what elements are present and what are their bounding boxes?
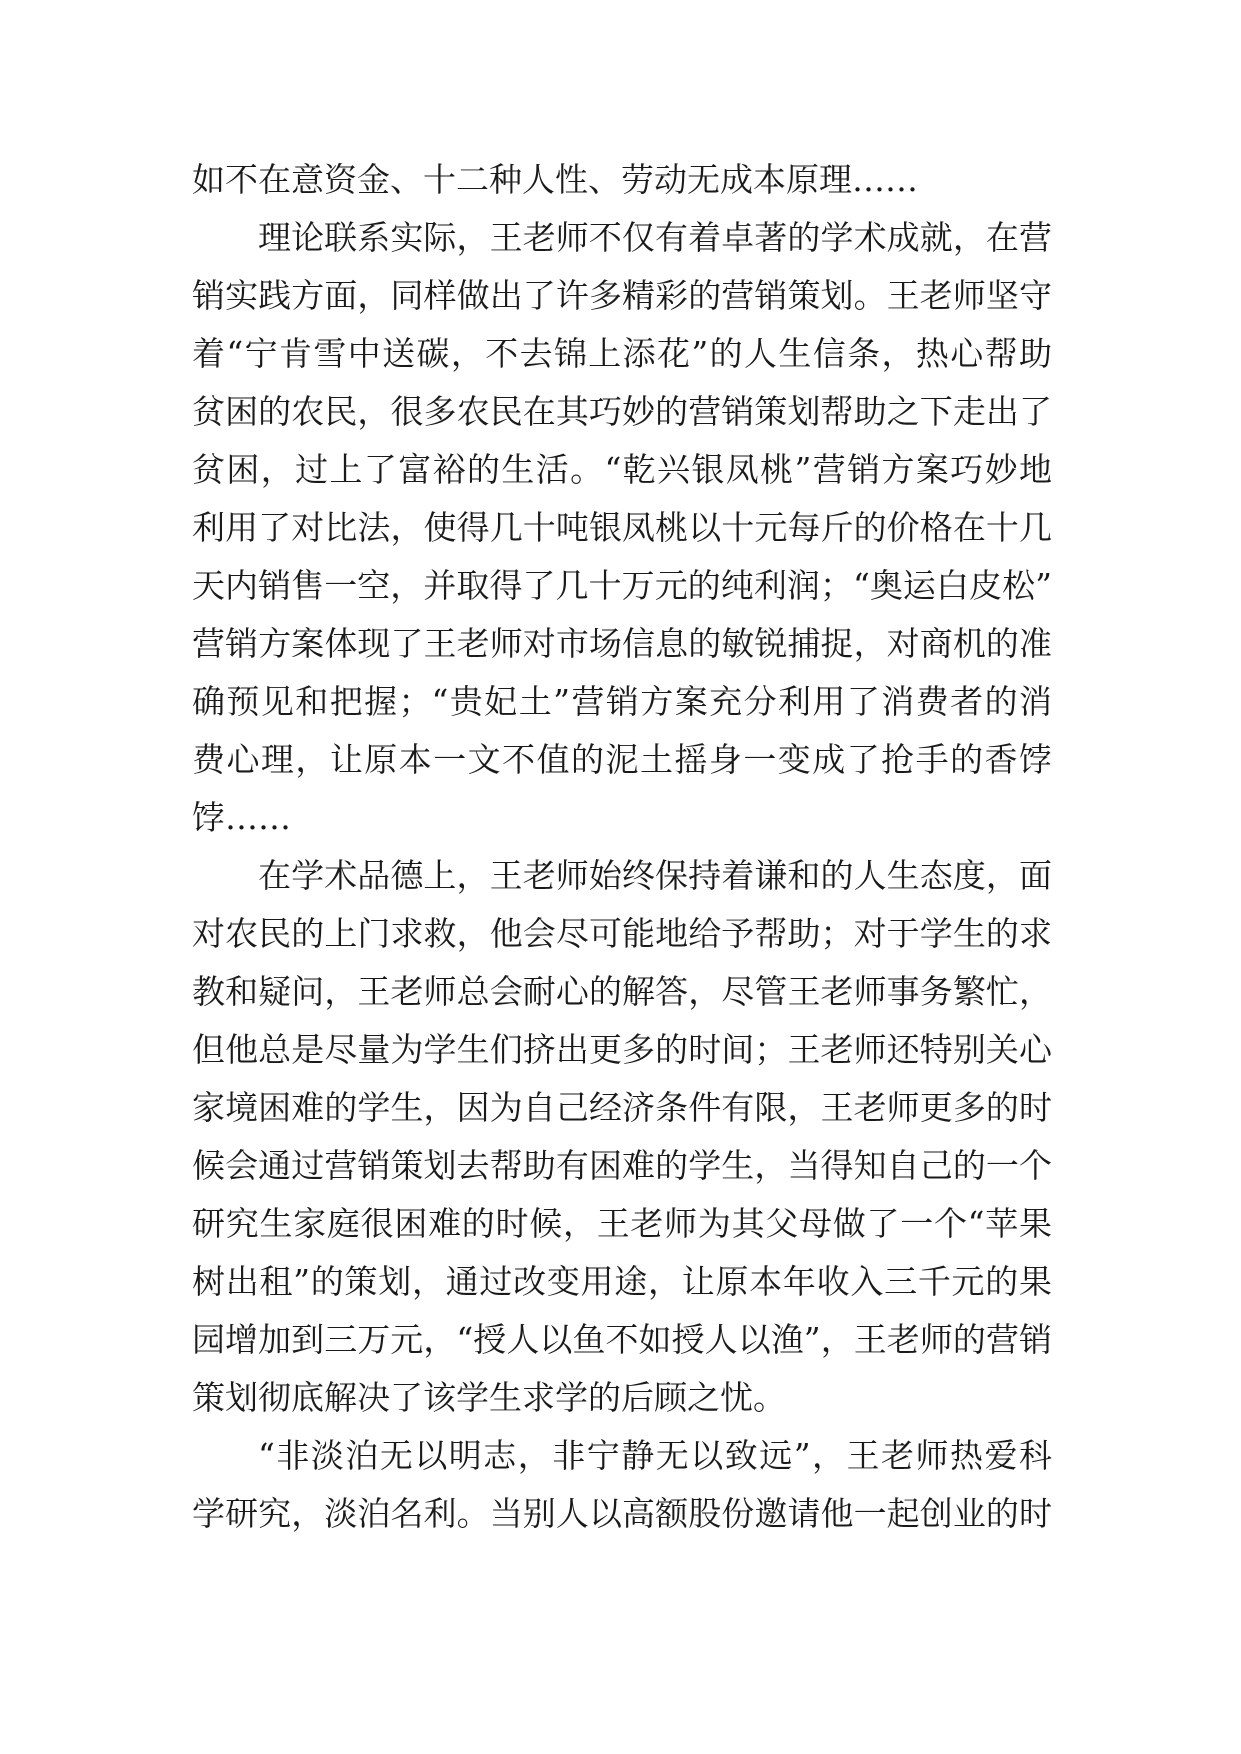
text-line: 天内销售一空，并取得了几十万元的纯利润；“奥运白皮松” <box>192 566 1052 605</box>
text-line: 树出租”的策划，通过改变用途，让原本年收入三千元的果 <box>192 1262 1052 1301</box>
text-line: 费心理，让原本一文不值的泥土摇身一变成了抢手的香饽 <box>192 740 1052 779</box>
text-line: 着“宁肯雪中送碳，不去锦上添花”的人生信条，热心帮助 <box>192 334 1052 373</box>
text-line: 销实践方面，同样做出了许多精彩的营销策划。王老师坚守 <box>192 276 1052 315</box>
text-line: 确预见和把握；“贵妃土”营销方案充分利用了消费者的消 <box>192 682 1052 721</box>
paragraph-last-line: 策划彻底解决了该学生求学的后顾之忧。 <box>192 1378 786 1417</box>
text-line: 候会通过营销策划去帮助有困难的学生，当得知自己的一个 <box>192 1146 1052 1185</box>
paragraph-first-line: “非淡泊无以明志，非宁静无以致远”，王老师热爱科 <box>258 1436 1052 1475</box>
text-line: 利用了对比法，使得几十吨银凤桃以十元每斤的价格在十几 <box>192 508 1052 547</box>
text-line: 园增加到三万元，“授人以鱼不如授人以渔”，王老师的营销 <box>192 1320 1052 1359</box>
paragraph-first-line: 在学术品德上，王老师始终保持着谦和的人生态度，面 <box>258 856 1052 895</box>
text-line: 教和疑问，王老师总会耐心的解答，尽管王老师事务繁忙， <box>192 972 1052 1011</box>
text-line: 对农民的上门求救，他会尽可能地给予帮助；对于学生的求 <box>192 914 1052 953</box>
text-line: 研究生家庭很困难的时候，王老师为其父母做了一个“苹果 <box>192 1204 1052 1243</box>
text-line: 家境困难的学生，因为自己经济条件有限，王老师更多的时 <box>192 1088 1052 1127</box>
text-line: 但他总是尽量为学生们挤出更多的时间；王老师还特别关心 <box>192 1030 1052 1069</box>
text-line: 如不在意资金、十二种人性、劳动无成本原理…… <box>192 160 918 199</box>
paragraph-first-line: 理论联系实际，王老师不仅有着卓著的学术成就，在营 <box>258 218 1052 257</box>
text-line: 贫困的农民，很多农民在其巧妙的营销策划帮助之下走出了 <box>192 392 1052 431</box>
paragraph-last-line: 饽…… <box>192 798 291 837</box>
text-line: 贫困，过上了富裕的生活。“乾兴银凤桃”营销方案巧妙地 <box>192 450 1052 489</box>
text-line: 营销方案体现了王老师对市场信息的敏锐捕捉，对商机的准 <box>192 624 1052 663</box>
text-line: 学研究，淡泊名利。当别人以高额股份邀请他一起创业的时 <box>192 1494 1052 1533</box>
